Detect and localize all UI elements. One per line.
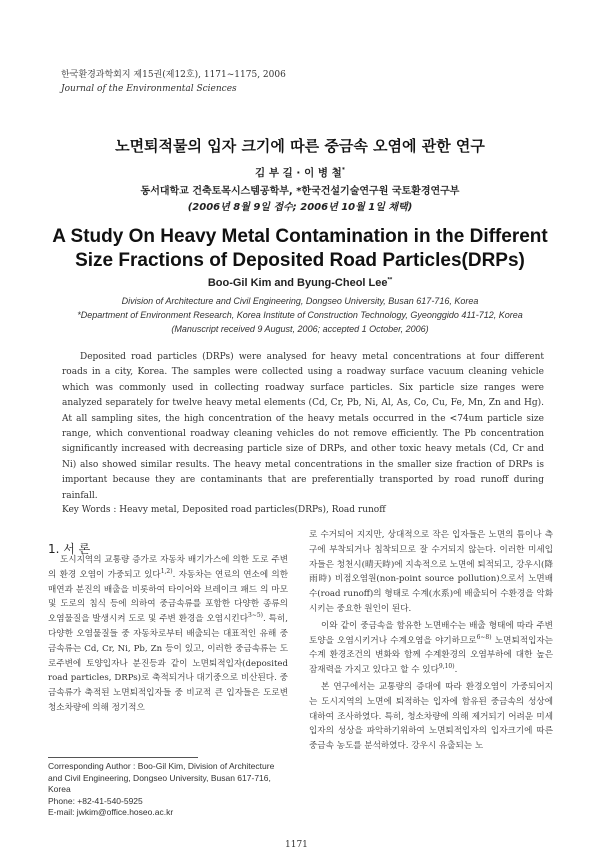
intro-paragraph-2 — [309, 619, 553, 678]
manuscript-note: (Manuscript received 9 August, 2006; accepted 1 October, 2006) — [171, 324, 429, 334]
abstract: Deposited road particles (DRPs) were analysed for heavy metal concentrations at four different roads in a city, Korea. The samples were collected using a roadway surface vacuum cleaning vehicle which was commonly used in collecting roadway surface particles. Six particle size ranges were analyzed separately for twelve heavy metal elements (Cd, Cr, Pb, Ni, Al, As, Co, Cu, Fe, Mn, Zn and Hg). At all sampling sites, the high concentration of the heavy metals occurred in the <74um particle size range, which conventional roadway cleaning vehicles do not remove efficiently. The Pb concentration significantly increased with decreasing particle size of DRPs, and other toxic heavy metals (Cd, Cr and Ni) also showed similar results. The heavy metal concentrations in the smaller size fraction of DRPs is important because they are contaminants that are preferentially transported by road runoff during rainfall. — [62, 352, 544, 501]
korean-authors-mark: * — [341, 166, 345, 174]
english-authors-names: Boo-Gil Kim and Byung-Cheol Lee — [207, 277, 388, 289]
citation-ref: 3~5) — [248, 612, 264, 620]
korean-authors-names: 김 부 길 · 이 병 철 — [255, 167, 342, 179]
intro-paragraph-3: 본 연구에서는 교통량의 증대에 따라 환경오염이 가중되어지는 도시지역의 노면에 퇴적하는 입자에 함유된 중금속의 성상에 대하여 조사하였다. 특히, 청소차량에 의해 제거되기 어려운 미세입자의 성상을 파악하기위하여 노면퇴적입자의 입자크기에 따른 중금속 농도를 분석하였다. 강우시 유출되는 노 — [309, 681, 553, 752]
korean-dates: (2006년 8월 9일 접수; 2006년 10월 1일 채택) — [187, 202, 413, 213]
keywords: Key Words : Heavy metal, Deposited road particles(DRPs), Road runoff — [62, 505, 386, 515]
text-run: . 특히, 다양한 오염물질들 중 자동차로부터 배출되는 대표적인 유해 중금속류는 Cd, Cr, Ni, Pb, Zn 등이 있고, 이러한 중금속류는 도로주변에 토양입자나 분진등과 같이 노면퇴적입자(deposited road particles, DRPs)로 축적되거나 대기중으로 비산된다. 중금속류가 축적된 노면퇴적입자들 중 비교적 큰 입자들은 도로변 청소차량에 의해 정기적으 — [48, 614, 288, 713]
english-authors-mark: ** — [387, 277, 393, 284]
page-number: 1171 — [285, 840, 308, 850]
english-title: A Study On Heavy Metal Contamination in the Different Size Fractions of Deposited Road Particles(DRPs) — [52, 226, 548, 271]
section-heading-introduction: 1. 서 론 — [48, 542, 91, 556]
citation-ref: 9,10) — [438, 663, 455, 671]
affiliation-line-1: Division of Architecture and Civil Engineering, Dongseo University, Busan 617-716, Korea — [121, 296, 479, 306]
journal-name: Journal of the Environmental Sciences — [61, 84, 237, 94]
footnote-divider — [48, 757, 198, 758]
text-run: . — [454, 665, 458, 676]
journal-header — [61, 68, 286, 96]
text-run: 도시지역의 교통량 증가로 자동차 배기가스에 의한 도로 주변의 환경 오염이 가중되고 있다 — [48, 555, 288, 580]
affiliation-line-2: *Department of Environment Research, Korea Institute of Construction Technology, Gyeonggido 411-712, Korea — [77, 310, 523, 320]
citation-ref: 6~8) — [476, 633, 492, 641]
intro-paragraph-1 — [48, 553, 288, 716]
korean-title: 노면퇴적물의 입자 크기에 따른 중금속 오염에 관한 연구 — [115, 137, 485, 155]
korean-affiliation: 동서대학교 건축토목시스템공학부, *한국건설기술연구원 국토환경연구부 — [140, 186, 460, 197]
intro-paragraph-1-cont: 로 수거되어 지지만, 상대적으로 작은 입자들은 노면의 틈이나 측구에 부착되거나 침착되므로 잘 수거되지 않는다. 이러한 미세입자들은 청천시(晴天時)에 지속적으로 노면에 퇴적되고, 강우시(降雨時) 비점오염원(non-point source pollution)으로서 노면배수(road runoff)의 형태로 수계(水系)에 배출되어 수환경을 악화시키는 중요한 원인이 된다. — [309, 530, 553, 614]
text-run: 노면퇴적입자는 수계 환경조건의 변화와 함께 수계환경의 오염부하에 대한 높은 잠재력을 가지고 있다고 할 수 있다 — [309, 635, 553, 676]
right-column — [309, 528, 553, 754]
left-column — [48, 553, 288, 716]
phone: Phone: +82-41-540-5925 — [48, 795, 143, 806]
english-authors — [0, 277, 600, 289]
corresponding-author: Corresponding Author : Boo-Gil Kim, Division of Architecture and Civil Engineering, Dongseo University, Busan 617-716, Korea — [48, 761, 275, 794]
corresponding-author-footnote — [48, 761, 288, 819]
text-run: 이와 같이 중금속을 함유한 노면배수는 배출 형태에 따라 주변 토양을 오염시키거나 수계오염을 야기하므로 — [309, 620, 553, 646]
citation-ref: 1,2) — [160, 567, 173, 575]
korean-authors — [0, 165, 600, 180]
english-affiliation — [40, 294, 560, 336]
journal-citation: 한국환경과학회지 제15권(제12호), 1171~1175, 2006 — [61, 70, 286, 80]
text-run: . 자동차는 연료의 연소에 의한 매연과 분진의 배출을 비롯하여 타이어와 브레이크 패드 의 마모 및 도로의 침식 등에 의하여 중금속류를 포함한 다양한 종류의 오염물질을 발생시켜 도로 및 주변 환경을 오염시킨다 — [48, 569, 288, 625]
email: E-mail: jwkim@office.hoseo.ac.kr — [48, 807, 174, 817]
